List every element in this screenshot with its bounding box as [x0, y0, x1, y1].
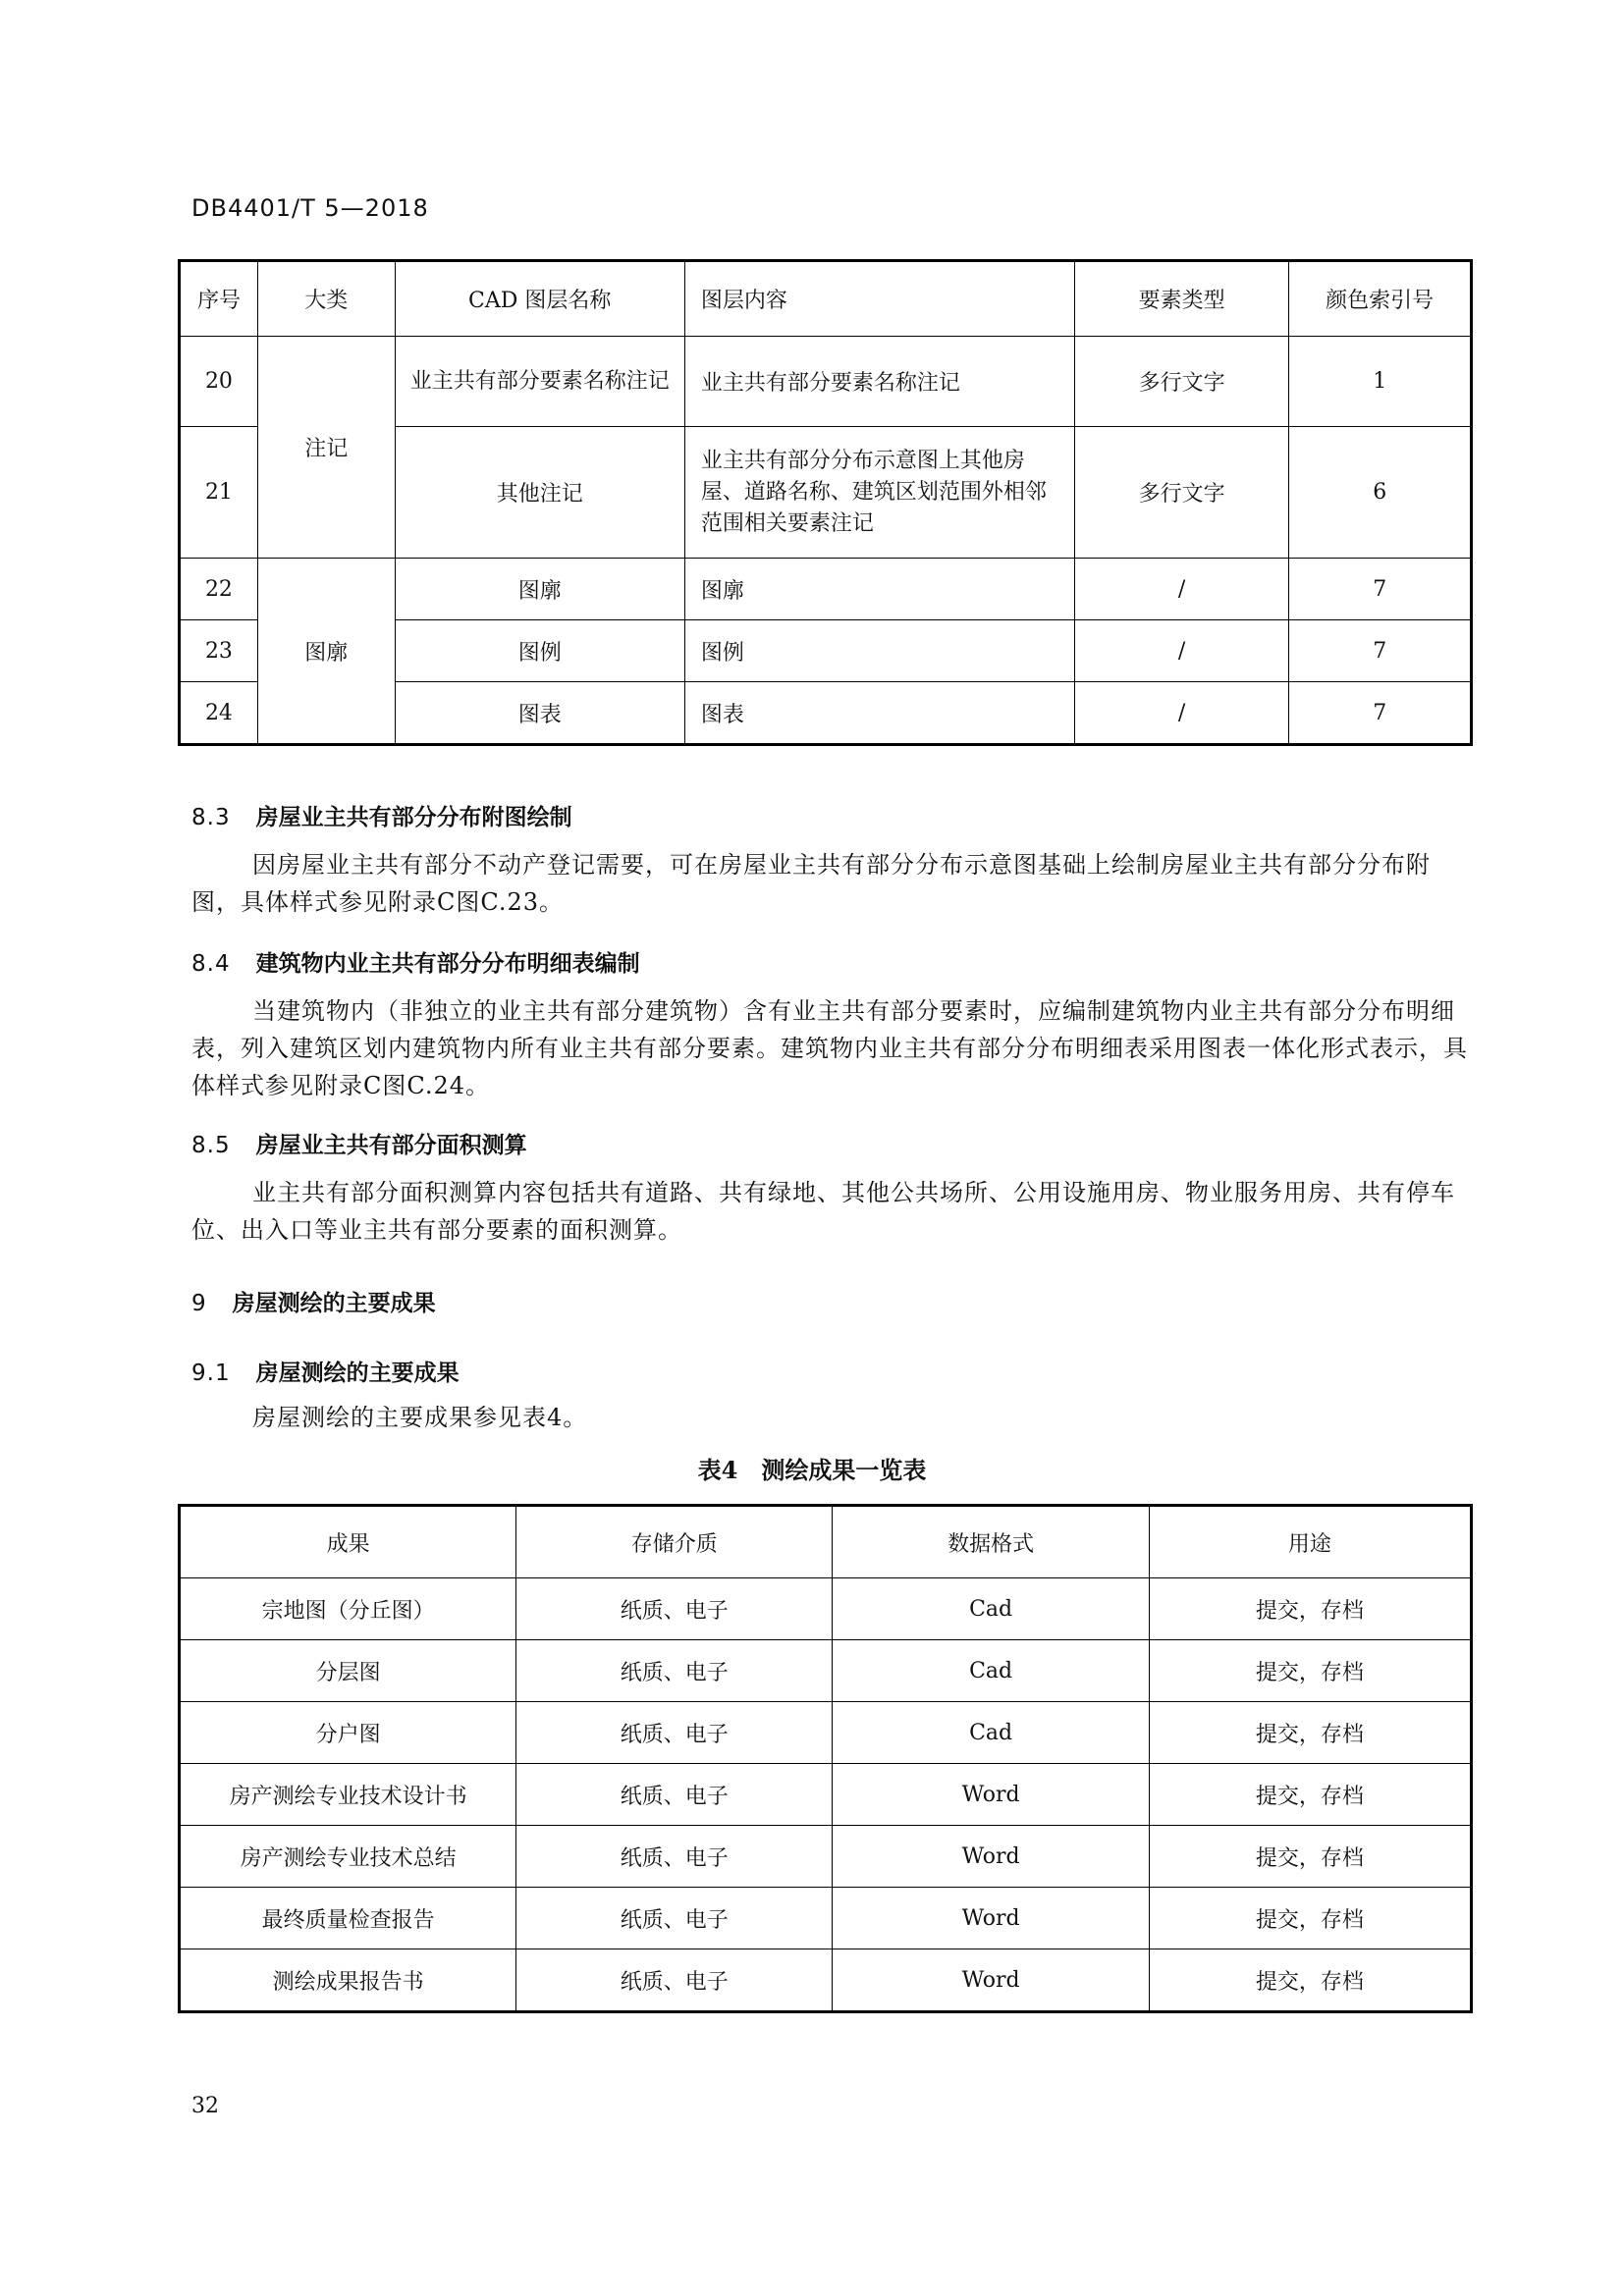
section-title: 房屋测绘的主要成果 — [232, 1290, 436, 1316]
cell-usage: 提交，存档 — [1149, 1888, 1471, 1949]
cell-medium: 纸质、电子 — [516, 1640, 833, 1702]
col-header: 数据格式 — [833, 1506, 1149, 1578]
layer-table — [178, 259, 1473, 746]
cell-usage: 提交，存档 — [1149, 1578, 1471, 1640]
cell-content: 业主共有部分分布示意图上其他房屋、道路名称、建筑区划范围外相邻范围相关要素注记 — [684, 427, 1074, 559]
section-title: 房屋业主共有部分分布附图绘制 — [255, 804, 572, 830]
cell-color: 6 — [1289, 427, 1472, 559]
cell-format: Word — [833, 1888, 1149, 1949]
cell-seq: 22 — [180, 559, 258, 620]
col-header: CAD 图层名称 — [395, 261, 684, 337]
cell-medium: 纸质、电子 — [516, 1764, 833, 1826]
table-row — [180, 1702, 1472, 1764]
cell-usage: 提交，存档 — [1149, 1764, 1471, 1826]
cell-format: Cad — [833, 1578, 1149, 1640]
results-table — [178, 1504, 1473, 2013]
table-header-row — [180, 261, 1472, 337]
cell-layer-name: 图表 — [395, 682, 684, 745]
cell-usage: 提交，存档 — [1149, 1826, 1471, 1888]
col-header: 用途 — [1149, 1506, 1471, 1578]
section-paragraph: 房屋测绘的主要成果参见表4。 — [252, 1404, 588, 1431]
section-paragraph: 业主共有部分面积测算内容包括共有道路、共有绿地、其他公共场所、公用设施用房、物业服务用房、共有停车位、出入口等业主共有部分要素的面积测算。 — [191, 1179, 1455, 1244]
section-number: 9.1 — [191, 1361, 231, 1386]
table-row — [180, 1826, 1472, 1888]
section-heading-8-4 — [191, 945, 640, 978]
cell-usage: 提交，存档 — [1149, 1949, 1471, 2012]
table-row — [180, 559, 1472, 620]
cell-format: Cad — [833, 1702, 1149, 1764]
cell-result: 房产测绘专业技术设计书 — [180, 1764, 516, 1826]
section-heading-8-5 — [191, 1127, 527, 1159]
cell-result: 宗地图（分丘图） — [180, 1578, 516, 1640]
table-row — [180, 1640, 1472, 1702]
cell-medium: 纸质、电子 — [516, 1949, 833, 2012]
col-header: 要素类型 — [1074, 261, 1288, 337]
col-header: 大类 — [257, 261, 395, 337]
section-number: 9 — [191, 1291, 207, 1316]
section-heading-9-1 — [191, 1355, 460, 1387]
cell-seq: 20 — [180, 337, 258, 427]
document-id: DB4401/T 5—2018 — [191, 194, 429, 222]
table-row — [180, 1888, 1472, 1949]
cell-seq: 21 — [180, 427, 258, 559]
cell-content: 图廓 — [684, 559, 1074, 620]
table-header-row — [180, 1506, 1472, 1578]
cell-group: 注记 — [257, 337, 395, 559]
cell-seq: 23 — [180, 620, 258, 682]
cell-layer-name: 图廓 — [395, 559, 684, 620]
section-heading-9 — [191, 1285, 436, 1317]
section-title: 房屋业主共有部分面积测算 — [255, 1132, 527, 1158]
cell-type: 多行文字 — [1074, 337, 1288, 427]
cell-color: 1 — [1289, 337, 1472, 427]
table-row — [180, 1764, 1472, 1826]
section-number: 8.3 — [191, 805, 231, 830]
section-title: 房屋测绘的主要成果 — [255, 1360, 460, 1386]
cell-medium: 纸质、电子 — [516, 1826, 833, 1888]
cell-type: / — [1074, 620, 1288, 682]
cell-color: 7 — [1289, 682, 1472, 745]
cell-result: 测绘成果报告书 — [180, 1949, 516, 2012]
col-header: 序号 — [180, 261, 258, 337]
cell-result: 分层图 — [180, 1640, 516, 1702]
cell-type: / — [1074, 682, 1288, 745]
table-row — [180, 1578, 1472, 1640]
cell-layer-name: 图例 — [395, 620, 684, 682]
cell-usage: 提交，存档 — [1149, 1702, 1471, 1764]
cell-medium: 纸质、电子 — [516, 1888, 833, 1949]
col-header: 成果 — [180, 1506, 516, 1578]
section-title: 建筑物内业主共有部分分布明细表编制 — [255, 950, 640, 977]
table-row — [180, 1949, 1472, 2012]
table-row — [180, 337, 1472, 427]
cell-usage: 提交，存档 — [1149, 1640, 1471, 1702]
cell-result: 最终质量检查报告 — [180, 1888, 516, 1949]
col-header: 颜色索引号 — [1289, 261, 1472, 337]
cell-medium: 纸质、电子 — [516, 1702, 833, 1764]
cell-group: 图廓 — [257, 559, 395, 745]
cell-result: 分户图 — [180, 1702, 516, 1764]
page-number: 32 — [191, 2094, 219, 2118]
cell-content: 业主共有部分要素名称注记 — [684, 337, 1074, 427]
cell-format: Word — [833, 1826, 1149, 1888]
cell-type: / — [1074, 559, 1288, 620]
cell-layer-name: 业主共有部分要素名称注记 — [395, 337, 684, 427]
cell-format: Word — [833, 1764, 1149, 1826]
section-number: 8.4 — [191, 951, 231, 977]
cell-medium: 纸质、电子 — [516, 1578, 833, 1640]
cell-content: 图例 — [684, 620, 1074, 682]
section-number: 8.5 — [191, 1133, 231, 1158]
section-paragraph: 当建筑物内（非独立的业主共有部分建筑物）含有业主共有部分要素时，应编制建筑物内业主共有部分分布明细表，列入建筑区划内建筑物内所有业主共有部分要素。建筑物内业主共有部分分布明细表采用图表一体化形式表示，具体样式参见附录C图C.24。 — [191, 997, 1468, 1099]
cell-content: 图表 — [684, 682, 1074, 745]
cell-format: Cad — [833, 1640, 1149, 1702]
table-caption: 表4 测绘成果一览表 — [697, 1456, 927, 1484]
cell-color: 7 — [1289, 559, 1472, 620]
cell-layer-name: 其他注记 — [395, 427, 684, 559]
cell-seq: 24 — [180, 682, 258, 745]
section-paragraph: 因房屋业主共有部分不动产登记需要，可在房屋业主共有部分分布示意图基础上绘制房屋业主共有部分分布附图，具体样式参见附录C图C.23。 — [191, 851, 1431, 916]
cell-color: 7 — [1289, 620, 1472, 682]
cell-type: 多行文字 — [1074, 427, 1288, 559]
section-heading-8-3 — [191, 799, 572, 831]
cell-format: Word — [833, 1949, 1149, 2012]
cell-result: 房产测绘专业技术总结 — [180, 1826, 516, 1888]
col-header: 存储介质 — [516, 1506, 833, 1578]
col-header: 图层内容 — [684, 261, 1074, 337]
